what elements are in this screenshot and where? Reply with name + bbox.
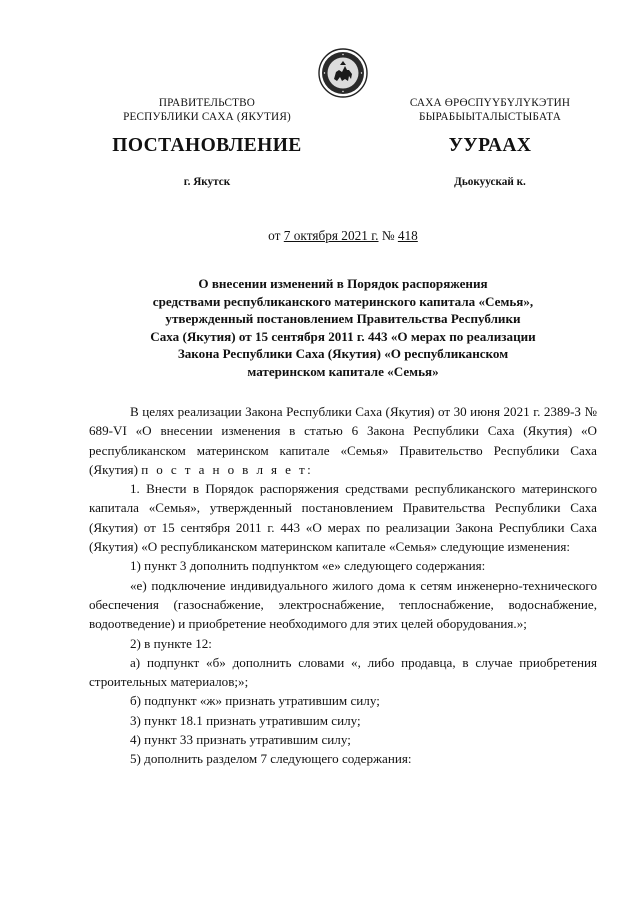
title-line: О внесении изменений в Порядок распоряжения <box>198 276 488 291</box>
title-line: Саха (Якутия) от 15 сентября 2011 г. 443 «О мерах по реализации <box>150 328 536 344</box>
number-sign: № <box>381 228 395 243</box>
title-line: Закона Республики Саха (Якутия) «О республиканском <box>177 346 509 362</box>
title-line: материнском капитале «Семья» <box>247 363 439 379</box>
government-name-yakut <box>383 96 597 124</box>
city-russian: г. Якутск <box>183 176 231 188</box>
document-body <box>89 402 597 769</box>
document-title <box>100 275 586 381</box>
government-name-russian-line1: ПРАВИТЕЛЬСТВО <box>158 97 256 109</box>
body-paragraph: 4) пункт 33 признать утратившим силу; <box>130 732 351 748</box>
body-paragraph: «е) подключение индивидуального жилого дома к сетям инженерно-технического обеспечения (газоснабжение, электроснабжение, теплоснабжение, водоснабжение, водоотведение) и приобретение необходимого для этих целей оборудования.»; <box>89 577 597 632</box>
date-number-line <box>0 228 640 244</box>
title-line: средствами республиканского материнского капитала «Семья», <box>152 293 534 309</box>
city-yakut: Дьокуускай к. <box>454 176 526 188</box>
date-prefix: от <box>268 228 281 243</box>
body-paragraph: 1) пункт 3 дополнить подпунктом «е» следующего содержания: <box>130 558 486 574</box>
document-date: 7 октября 2021 г. <box>283 228 379 243</box>
body-paragraph: 1. Внести в Порядок распоряжения средствами республиканского материнского капитала «Семья», утвержденный постановлением Правительства Республики Саха (Якутия) от 15 сентября 2011 г. 443 «О мерах по реализации Закона Республики Саха (Якутия) «О республиканском материнском капитале «Семья» следующие изменения: <box>89 481 597 555</box>
preamble-text: В целях реализации Закона Республики Саха (Якутия) от 30 июня 2021 г. 2389-З № 689-VI «О внесении изменения в статью 6 Закона Республики Саха (Якутия) «О республиканском материнском капитале «Семья» Правительство Республики Саха (Якутия) <box>89 404 597 477</box>
government-name-yakut-line2: БЫРАБЫЫТАЛЫСТЫБАТА <box>418 111 562 123</box>
body-paragraph: б) подпункт «ж» признать утратившим силу; <box>130 693 380 709</box>
body-paragraph: а) подпункт «б» дополнить словами «, либо продавца, в случае приобретения строительных материалов;»; <box>89 654 597 690</box>
preamble-paragraph <box>89 402 597 479</box>
title-line: утвержденный постановлением Правительства Республики <box>165 311 521 327</box>
body-paragraph: 5) дополнить разделом 7 следующего содержания: <box>130 751 412 767</box>
resolves-word: п о с т а н о в л я е т: <box>141 461 314 477</box>
government-name-russian-line2: РЕСПУБЛИКИ САХА (ЯКУТИЯ) <box>123 111 291 123</box>
government-name-yakut-line1: САХА ӨРӨСПҮҮБҮЛҮКЭТИН <box>409 97 571 109</box>
document-number: 418 <box>397 228 418 243</box>
body-paragraph: 2) в пункте 12: <box>130 635 212 651</box>
document-type-russian: ПОСТАНОВЛЕНИЕ <box>112 135 302 156</box>
government-name-russian <box>100 96 314 124</box>
document-type-yakut: УУРААХ <box>448 135 532 156</box>
sakha-coat-of-arms-icon <box>318 48 368 98</box>
body-paragraph: 3) пункт 18.1 признать утратившим силу; <box>130 712 361 728</box>
